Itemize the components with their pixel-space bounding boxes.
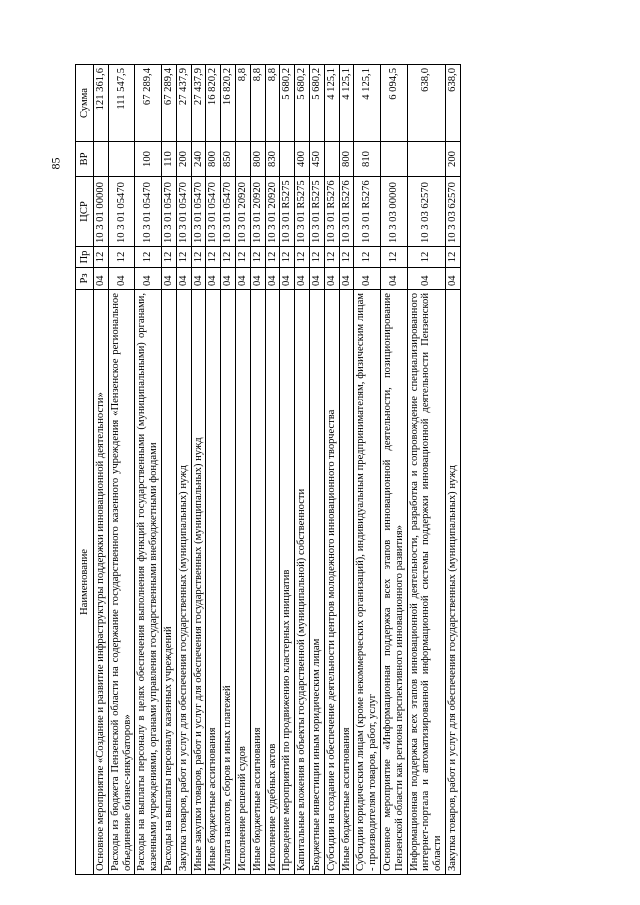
cell-name: Закупка товаров, работ и услуг для обеспечения государственных (муниципальных) нужд bbox=[445, 290, 460, 875]
table-row bbox=[354, 65, 381, 875]
cell-rz: 04 bbox=[324, 268, 339, 290]
cell-csr: 10 3 03 00000 bbox=[380, 177, 407, 247]
cell-rz: 04 bbox=[354, 268, 381, 290]
cell-rz: 04 bbox=[265, 268, 280, 290]
cell-name: Расходы на выплаты персоналу в целях обеспечения выполнения функций государственными (муниципальными) органами, казенными учреждениями, органами управления государственными внебюджетными фондами bbox=[135, 290, 162, 875]
cell-pr: 12 bbox=[191, 247, 206, 268]
cell-vr bbox=[324, 142, 339, 177]
cell-name: Капитальные вложения в объекты государственной (муниципальной) собственности bbox=[295, 290, 310, 875]
cell-sum: 8,8 bbox=[265, 65, 280, 142]
cell-csr: 10 3 01 05470 bbox=[108, 177, 135, 247]
cell-csr: 10 3 01 05470 bbox=[221, 177, 236, 247]
table-row bbox=[324, 65, 339, 875]
cell-sum: 8,8 bbox=[235, 65, 250, 142]
cell-vr: 800 bbox=[250, 142, 265, 177]
cell-pr: 12 bbox=[407, 247, 445, 268]
cell-sum: 4 125,1 bbox=[339, 65, 354, 142]
header-csr: ЦСР bbox=[76, 177, 94, 247]
cell-csr: 10 3 01 20920 bbox=[265, 177, 280, 247]
cell-vr: 800 bbox=[206, 142, 221, 177]
cell-vr: 200 bbox=[176, 142, 191, 177]
cell-pr: 12 bbox=[295, 247, 310, 268]
cell-csr: 10 3 01 R5275 bbox=[280, 177, 295, 247]
cell-name: Субсидии на создание и обеспечение деятельности центров молодежного инновационного творчества bbox=[324, 290, 339, 875]
cell-pr: 12 bbox=[176, 247, 191, 268]
cell-csr: 10 3 01 R5276 bbox=[324, 177, 339, 247]
table-row bbox=[135, 65, 162, 875]
cell-rz: 04 bbox=[94, 268, 109, 290]
cell-rz: 04 bbox=[280, 268, 295, 290]
cell-csr: 10 3 01 20920 bbox=[235, 177, 250, 247]
table-row bbox=[206, 65, 221, 875]
cell-vr bbox=[380, 142, 407, 177]
cell-sum: 6 094,5 bbox=[380, 65, 407, 142]
cell-name: Расходы на выплаты персоналу казенных учреждений bbox=[161, 290, 176, 875]
cell-vr: 810 bbox=[354, 142, 381, 177]
cell-sum: 4 125,1 bbox=[324, 65, 339, 142]
cell-csr: 10 3 01 05470 bbox=[191, 177, 206, 247]
cell-vr: 450 bbox=[309, 142, 324, 177]
table-row bbox=[265, 65, 280, 875]
table-row bbox=[191, 65, 206, 875]
cell-csr: 10 3 01 05470 bbox=[176, 177, 191, 247]
cell-name: Основное мероприятие «Создание и развитие инфраструктуры поддержки инновационной деятельности» bbox=[94, 290, 109, 875]
table-row bbox=[250, 65, 265, 875]
cell-pr: 12 bbox=[108, 247, 135, 268]
cell-name: Исполнение решений судов bbox=[235, 290, 250, 875]
table-row bbox=[339, 65, 354, 875]
cell-vr bbox=[407, 142, 445, 177]
table-row bbox=[280, 65, 295, 875]
table-row bbox=[309, 65, 324, 875]
budget-table bbox=[75, 64, 461, 875]
cell-name: Иные закупки товаров, работ и услуг для обеспечения государственных (муниципальных) нужд bbox=[191, 290, 206, 875]
header-pr: Пр bbox=[76, 247, 94, 268]
cell-name: Информационная поддержка всех этапов инновационной деятельности, разработка и сопровождение специализированного интернет-портала и автоматизированной информационной системы поддержки инновационной деятельности Пензенской области bbox=[407, 290, 445, 875]
cell-vr bbox=[280, 142, 295, 177]
cell-sum: 16 820,2 bbox=[206, 65, 221, 142]
cell-rz: 04 bbox=[380, 268, 407, 290]
cell-pr: 12 bbox=[445, 247, 460, 268]
cell-pr: 12 bbox=[250, 247, 265, 268]
header-name: Наименование bbox=[76, 290, 94, 875]
cell-rz: 04 bbox=[176, 268, 191, 290]
cell-vr: 200 bbox=[445, 142, 460, 177]
cell-csr: 10 3 01 00000 bbox=[94, 177, 109, 247]
table-row bbox=[108, 65, 135, 875]
table-row bbox=[407, 65, 445, 875]
cell-rz: 04 bbox=[445, 268, 460, 290]
cell-rz: 04 bbox=[135, 268, 162, 290]
cell-rz: 04 bbox=[250, 268, 265, 290]
table-row bbox=[295, 65, 310, 875]
cell-vr: 240 bbox=[191, 142, 206, 177]
header-sum: Сумма bbox=[76, 65, 94, 142]
table-body bbox=[94, 65, 461, 875]
cell-csr: 10 3 01 R5276 bbox=[354, 177, 381, 247]
cell-pr: 12 bbox=[265, 247, 280, 268]
cell-name: Иные бюджетные ассигнования bbox=[250, 290, 265, 875]
cell-vr bbox=[108, 142, 135, 177]
cell-csr: 10 3 01 20920 bbox=[250, 177, 265, 247]
cell-pr: 12 bbox=[94, 247, 109, 268]
cell-name: Расходы из бюджета Пензенской области на содержание государственного казенного учреждения «Пензенское региональное объединение бизнес-инкубаторов» bbox=[108, 290, 135, 875]
cell-sum: 121 361,6 bbox=[94, 65, 109, 142]
cell-vr: 800 bbox=[339, 142, 354, 177]
cell-vr bbox=[235, 142, 250, 177]
header-rz: Рз bbox=[76, 268, 94, 290]
cell-sum: 27 437,9 bbox=[191, 65, 206, 142]
cell-sum: 638,0 bbox=[445, 65, 460, 142]
table-row bbox=[94, 65, 109, 875]
cell-sum: 67 289,4 bbox=[161, 65, 176, 142]
cell-sum: 111 547,5 bbox=[108, 65, 135, 142]
cell-csr: 10 3 01 05470 bbox=[206, 177, 221, 247]
cell-rz: 04 bbox=[191, 268, 206, 290]
cell-pr: 12 bbox=[324, 247, 339, 268]
cell-sum: 27 437,9 bbox=[176, 65, 191, 142]
cell-vr: 850 bbox=[221, 142, 236, 177]
cell-pr: 12 bbox=[206, 247, 221, 268]
cell-rz: 04 bbox=[295, 268, 310, 290]
cell-sum: 16 820,2 bbox=[221, 65, 236, 142]
cell-rz: 04 bbox=[309, 268, 324, 290]
cell-csr: 10 3 03 62570 bbox=[445, 177, 460, 247]
table-header-row bbox=[76, 65, 94, 875]
cell-vr: 100 bbox=[135, 142, 162, 177]
cell-rz: 04 bbox=[161, 268, 176, 290]
cell-sum: 5 680,2 bbox=[309, 65, 324, 142]
cell-pr: 12 bbox=[354, 247, 381, 268]
table-row bbox=[161, 65, 176, 875]
cell-name: Иные бюджетные ассигнования bbox=[339, 290, 354, 875]
cell-csr: 10 3 01 R5276 bbox=[339, 177, 354, 247]
cell-sum: 638,0 bbox=[407, 65, 445, 142]
cell-vr: 400 bbox=[295, 142, 310, 177]
cell-vr: 830 bbox=[265, 142, 280, 177]
cell-sum: 5 680,2 bbox=[295, 65, 310, 142]
cell-rz: 04 bbox=[206, 268, 221, 290]
table-row bbox=[221, 65, 236, 875]
rotated-table-container bbox=[75, 65, 595, 875]
cell-rz: 04 bbox=[221, 268, 236, 290]
cell-name: Уплата налогов, сборов и иных платежей bbox=[221, 290, 236, 875]
cell-pr: 12 bbox=[161, 247, 176, 268]
cell-name: Иные бюджетные ассигнования bbox=[206, 290, 221, 875]
cell-sum: 67 289,4 bbox=[135, 65, 162, 142]
cell-pr: 12 bbox=[221, 247, 236, 268]
cell-pr: 12 bbox=[135, 247, 162, 268]
cell-name: Бюджетные инвестиции иным юридическим лицам bbox=[309, 290, 324, 875]
cell-name: Исполнение судебных актов bbox=[265, 290, 280, 875]
cell-pr: 12 bbox=[309, 247, 324, 268]
cell-sum: 4 125,1 bbox=[354, 65, 381, 142]
cell-name: Проведение мероприятий по продвижению кластерных инициатив bbox=[280, 290, 295, 875]
cell-csr: 10 3 01 R5275 bbox=[309, 177, 324, 247]
cell-rz: 04 bbox=[339, 268, 354, 290]
table-row bbox=[445, 65, 460, 875]
table-row bbox=[380, 65, 407, 875]
cell-csr: 10 3 01 R5275 bbox=[295, 177, 310, 247]
cell-csr: 10 3 03 62570 bbox=[407, 177, 445, 247]
cell-name: Основное мероприятие «Информационная поддержка всех этапов инновационной деятельности, позиционирование Пензенской области как региона перспективного инновационного развития» bbox=[380, 290, 407, 875]
cell-name: Субсидии юридическим лицам (кроме некоммерческих организаций), индивидуальным предпринимателям, физическим лицам - производителям товаров, работ, услуг bbox=[354, 290, 381, 875]
table-row bbox=[235, 65, 250, 875]
cell-pr: 12 bbox=[339, 247, 354, 268]
cell-rz: 04 bbox=[108, 268, 135, 290]
cell-csr: 10 3 01 05470 bbox=[135, 177, 162, 247]
cell-csr: 10 3 01 05470 bbox=[161, 177, 176, 247]
cell-rz: 04 bbox=[407, 268, 445, 290]
header-vr: ВР bbox=[76, 142, 94, 177]
cell-rz: 04 bbox=[235, 268, 250, 290]
table-row bbox=[176, 65, 191, 875]
cell-vr bbox=[94, 142, 109, 177]
cell-pr: 12 bbox=[235, 247, 250, 268]
cell-vr: 110 bbox=[161, 142, 176, 177]
cell-pr: 12 bbox=[380, 247, 407, 268]
cell-name: Закупка товаров, работ и услуг для обеспечения государственных (муниципальных) нужд bbox=[176, 290, 191, 875]
cell-sum: 5 680,2 bbox=[280, 65, 295, 142]
cell-sum: 8,8 bbox=[250, 65, 265, 142]
page-number: 85 bbox=[48, 157, 63, 170]
cell-pr: 12 bbox=[280, 247, 295, 268]
